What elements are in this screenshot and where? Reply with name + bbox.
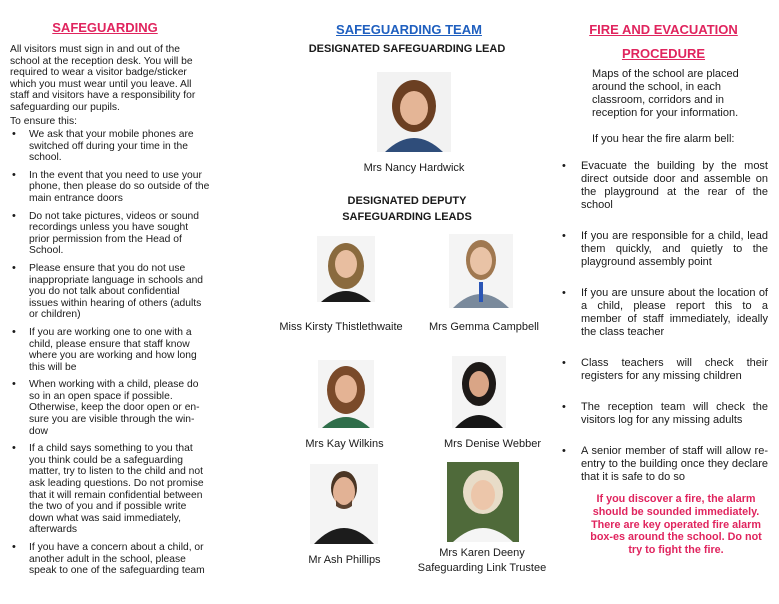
fire-list <box>556 160 768 502</box>
list-item: • If you are unsure about the location of a child, please report this to a member of staff immediately, ideally the class teacher <box>556 287 768 339</box>
deputy-heading: DESIGNATED DEPUTY SAFEGUARDING LEADS <box>342 195 472 223</box>
deputy-name: Mrs Gemma Campbell <box>428 321 540 333</box>
team-title: SAFEGUARDING TEAM <box>336 22 482 37</box>
list-item: • In the event that you need to use your phone, then please do so outside of the main entrance doors <box>10 170 210 205</box>
fire-warning: If you discover a fire, the alarm should be sounded immediately. There are key operated fire alarm box-es around the school. Do not try to fight the fire. <box>590 493 762 557</box>
list-item: • Do not take pictures, videos or sound recordings unless you have sought prior permission from the Head of School. <box>10 211 210 257</box>
safeguarding-title: SAFEGUARDING <box>52 20 158 35</box>
trustee-name: Mrs Karen Deeny <box>439 547 525 559</box>
deputy-photo <box>449 234 513 308</box>
trustee-photo <box>447 462 519 542</box>
fire-title: FIRE AND EVACUATION PROCEDURE <box>589 22 738 61</box>
deputy-name: Mrs Denise Webber <box>444 438 541 450</box>
safeguarding-list <box>10 129 210 583</box>
deputy-name: Mrs Kay Wilkins <box>305 438 384 450</box>
deputy-photo <box>310 464 378 544</box>
list-item: • Evacuate the building by the most direct outside door and assemble on the playground at the rear of the school <box>556 160 768 212</box>
alarm-text: If you hear the fire alarm bell: <box>592 133 735 145</box>
ensure-label: To ensure this: <box>10 116 77 127</box>
list-item: • If you have a concern about a child, or another adult in the school, please speak to one of the safeguarding team <box>10 542 210 577</box>
trustee-role: Safeguarding Link Trustee <box>417 562 547 574</box>
list-item: • If a child says something to you that you think could be a safeguarding matter, try to listen to the child and not ask leading questions. Do not promise that it will remain confidential between the two of you and if possible write down what was said immediately, afterwards <box>10 443 210 536</box>
deputy-name: Mr Ash Phillips <box>308 554 381 566</box>
deputy-name: Miss Kirsty Thistlethwaite <box>279 321 403 333</box>
list-item: • If you are responsible for a child, lead them quickly, and quietly to the playground assembly point <box>556 230 768 269</box>
deputy-photo <box>318 360 374 428</box>
list-item: • If you are working one to one with a child, please ensure that staff know where you are working and how long this will be <box>10 327 210 373</box>
list-item: • When working with a child, please do so in an open space if possible. Otherwise, keep the door open or en-sure you are visible through the win-dow <box>10 379 210 437</box>
lead-photo <box>377 72 451 152</box>
list-item: • The reception team will check the visitors log for any missing adults <box>556 401 768 427</box>
lead-name: Mrs Nancy Hardwick <box>363 162 465 174</box>
dsl-heading: DESIGNATED SAFEGUARDING LEAD <box>308 43 506 55</box>
list-item: • We ask that your mobile phones are switched off during your time in the school. <box>10 129 210 164</box>
list-item: • Please ensure that you do not use inappropriate language in schools and you do not talk about confidential issues within hearing of others (adults or children) <box>10 263 210 321</box>
maps-text: Maps of the school are placed around the school, in each classroom, corridors and in reception for your information. <box>592 68 739 119</box>
list-item: • A senior member of staff will allow re-entry to the building once they declare that it is safe to do so <box>556 445 768 484</box>
list-item: • Class teachers will check their registers for any missing children <box>556 357 768 383</box>
deputy-photo <box>317 236 375 302</box>
safeguarding-intro: All visitors must sign in and out of the school at the reception desk. You will be required to wear a visitor badge/sticker which you must wear until you leave. All staff and visitors have a responsibility for safeguarding our pupils. <box>10 44 196 113</box>
deputy-photo <box>452 356 506 428</box>
